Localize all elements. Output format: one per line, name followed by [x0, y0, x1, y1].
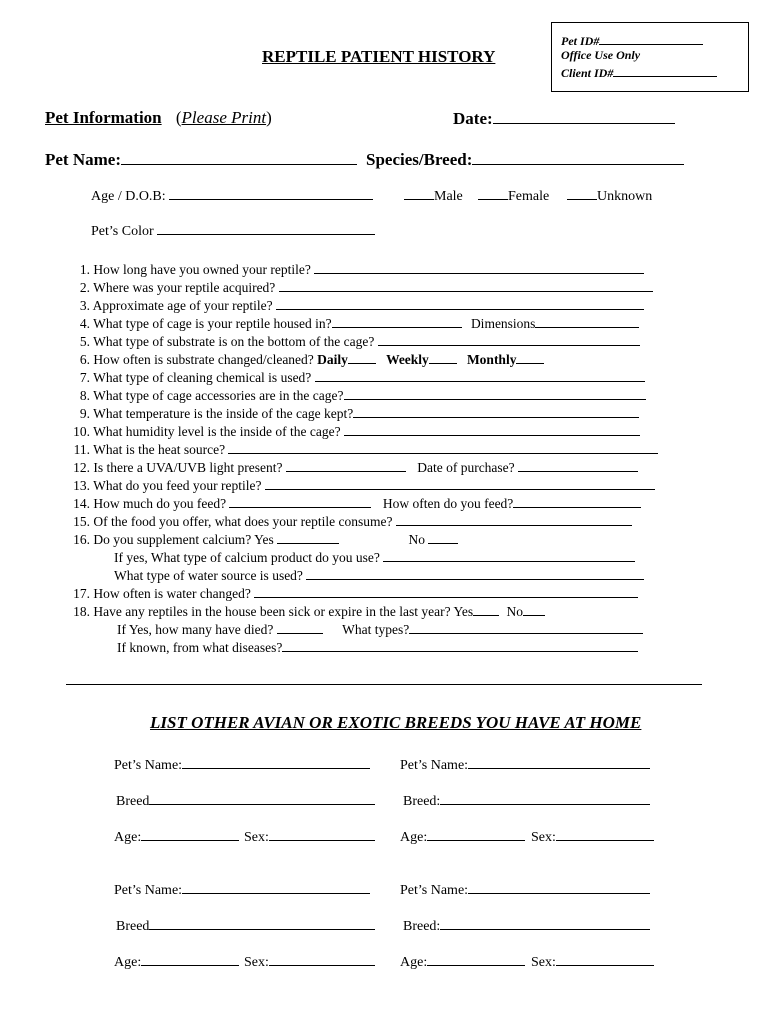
question-5[interactable]: 5. What type of substrate is on the bottom of the cage? — [66, 333, 640, 350]
other-pet-1-breed-field[interactable]: Breed — [116, 792, 375, 810]
question-9[interactable]: 9. What temperature is the inside of the cage kept? — [66, 405, 639, 422]
sex-unknown-option[interactable]: Unknown — [567, 187, 652, 205]
pet-name-field[interactable]: Pet Name: — [45, 149, 357, 170]
other-pet-4-name-field[interactable]: Pet’s Name: — [400, 881, 650, 899]
other-pet-3-name-field[interactable]: Pet’s Name: — [114, 881, 370, 899]
other-pet-1-name-field[interactable]: Pet’s Name: — [114, 756, 370, 774]
other-pet-1-sex-field[interactable]: Sex: — [244, 828, 375, 846]
other-pet-2-breed-field[interactable]: Breed: — [403, 792, 650, 810]
question-6[interactable]: 6. How often is substrate changed/cleaned? Daily Weekly Monthly — [66, 351, 544, 368]
question-10[interactable]: 10. What humidity level is the inside of the cage? — [66, 423, 640, 440]
office-use-box — [551, 22, 749, 92]
pet-information-heading: Pet Information (Please Print) — [45, 108, 272, 127]
question-18-how-many-died[interactable]: If Yes, how many have died? What types? — [117, 621, 643, 638]
other-pet-2-name-field[interactable]: Pet’s Name: — [400, 756, 650, 774]
office-use-label: Office Use Only — [561, 48, 641, 62]
question-15[interactable]: 15. Of the food you offer, what does your reptile consume? — [66, 513, 632, 530]
sex-female-option[interactable]: Female — [478, 187, 549, 205]
question-12[interactable]: 12. Is there a UVA/UVB light present? Date of purchase? — [66, 459, 638, 476]
client-id-label: Client ID# — [561, 64, 717, 81]
question-16-calcium-product[interactable]: If yes, What type of calcium product do you use? — [114, 549, 635, 566]
other-pet-3-sex-field[interactable]: Sex: — [244, 953, 375, 971]
question-16[interactable]: 16. Do you supplement calcium? Yes No — [66, 531, 458, 548]
other-breeds-heading: LIST OTHER AVIAN OR EXOTIC BREEDS YOU HAVE AT HOME — [150, 713, 642, 732]
question-17[interactable]: 17. How often is water changed? — [66, 585, 638, 602]
section-divider — [66, 684, 702, 685]
species-breed-field[interactable]: Species/Breed: — [366, 149, 684, 170]
question-3[interactable]: 3. Approximate age of your reptile? — [66, 297, 644, 314]
question-14[interactable]: 14. How much do you feed? How often do you feed? — [66, 495, 641, 512]
question-7[interactable]: 7. What type of cleaning chemical is used? — [66, 369, 645, 386]
question-4[interactable]: 4. What type of cage is your reptile housed in? Dimensions — [66, 315, 639, 332]
other-pet-4-age-field[interactable]: Age: — [400, 953, 525, 971]
question-11[interactable]: 11. What is the heat source? — [66, 441, 658, 458]
other-pet-3-breed-field[interactable]: Breed — [116, 917, 375, 935]
question-2[interactable]: 2. Where was your reptile acquired? — [66, 279, 653, 296]
question-8[interactable]: 8. What type of cage accessories are in the cage? — [66, 387, 646, 404]
date-field[interactable]: Date: — [453, 108, 675, 129]
question-16-water-source[interactable]: What type of water source is used? — [114, 567, 644, 584]
age-dob-field[interactable]: Age / D.O.B: — [91, 187, 373, 205]
other-pet-2-age-field[interactable]: Age: — [400, 828, 525, 846]
question-1[interactable]: 1. How long have you owned your reptile? — [66, 261, 644, 278]
sex-male-option[interactable]: Male — [404, 187, 463, 205]
question-18[interactable]: 18. Have any reptiles in the house been sick or expire in the last year? Yes No — [66, 603, 545, 620]
other-pet-4-breed-field[interactable]: Breed: — [403, 917, 650, 935]
question-13[interactable]: 13. What do you feed your reptile? — [66, 477, 655, 494]
page-title: REPTILE PATIENT HISTORY — [262, 47, 496, 66]
pet-id-label: Pet ID# — [561, 32, 703, 49]
question-18-diseases[interactable]: If known, from what diseases? — [117, 639, 638, 656]
pet-color-field[interactable]: Pet’s Color — [91, 222, 375, 240]
other-pet-3-age-field[interactable]: Age: — [114, 953, 239, 971]
other-pet-1-age-field[interactable]: Age: — [114, 828, 239, 846]
other-pet-4-sex-field[interactable]: Sex: — [531, 953, 654, 971]
other-pet-2-sex-field[interactable]: Sex: — [531, 828, 654, 846]
